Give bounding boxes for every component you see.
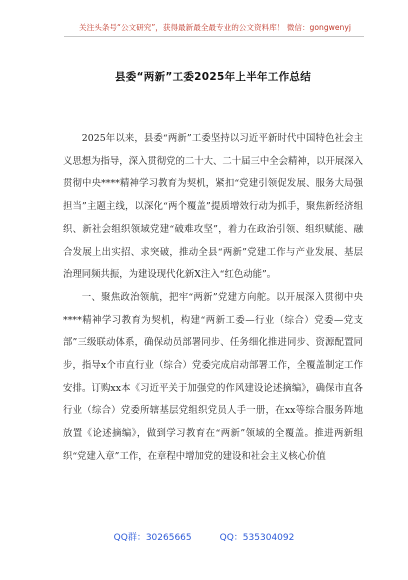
document-title: 县委“两新”工委2025年上半年工作总结 bbox=[114, 71, 312, 83]
header-divider bbox=[64, 36, 364, 37]
paragraph-intro: 2025年以来，县委“两新”工委坚持以习近平新时代中国特色社会主义思想为指导，深入贯彻党的二十大、二十届三中全会精神，以开展深入贯彻中央****精神学习教育为契机，紧扣“党建引领促发展、服务大局强担当”主题主线，以深化“两个覆盖”提质增效行动为抓手，聚焦新经济组织、新社会组织领域党建“破难攻坚”，着力在政治引领、组织赋能、融合发展上出实招、求突破，推动全县“两新”党建工作与产业发展、基层治理同频共振，为建设现代化新X注入“红色动能”。 bbox=[63, 133, 364, 281]
footer-qq: QQ：535304092 bbox=[219, 533, 295, 543]
header-notice: 关注头条号“公文研究”，获得最新最全最专业的公文资料库！ 微信：gongwenyj bbox=[79, 23, 351, 32]
paragraph-section-1: 一、聚焦政治领航，把牢“两新”党建方向舵。以开展深入贯彻中央****精神学习教育为契机，构建“两新工委—行业（综合）党委—党支部”三级联动体系，确保动员部署同步、任务细化推进同步、资源配置同步，指导x个市直行业（综合）党委完成启动部署工作，全覆盖制定工作安排。订购xx本《习近平关于加强党的作风建设论述摘编》，确保市直各行业（综合）党委所辖基层党组织党员人手一册，在xx等综合服务阵地放置《论述摘编》，做到学习教育在“两新”领域的全覆盖。推进两新组织“党建入章”工作，在章程中增加党的建设和社会主义核心价值 bbox=[63, 291, 363, 462]
document-body bbox=[63, 128, 363, 469]
footer-contact bbox=[0, 532, 408, 544]
footer-qq-group: QQ群：30265665 bbox=[113, 533, 192, 543]
